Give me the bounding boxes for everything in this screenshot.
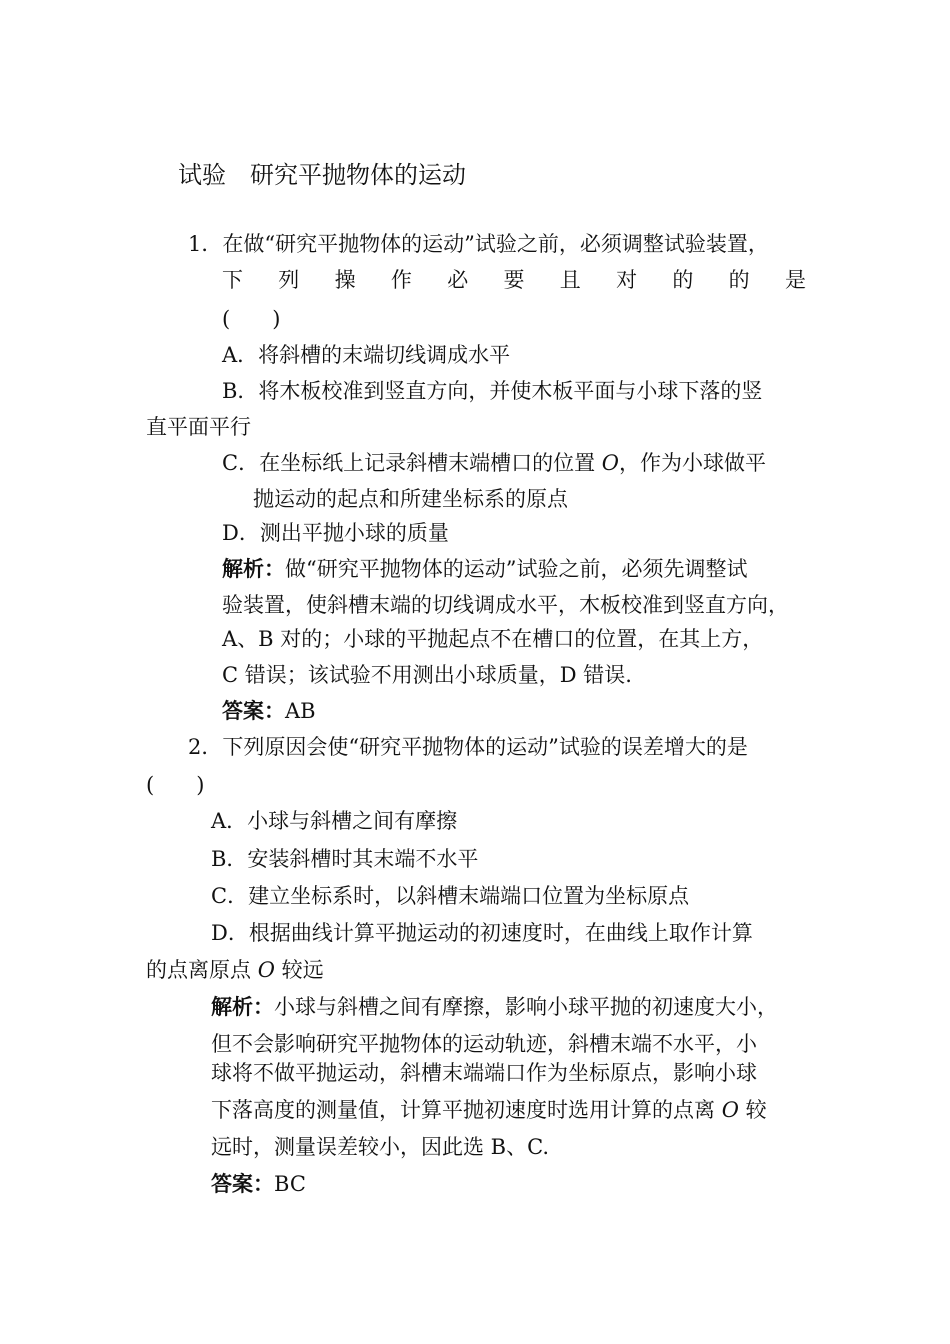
q1-analysis-line1: 解析：做“研究平抛物体的运动”试验之前，必须先调整试 <box>222 556 748 581</box>
q2-analysis-line4: 下落高度的测量值，计算平抛初速度时选用计算的点离 O 较 <box>211 1098 767 1122</box>
q2-option-c: C．建立坐标系时，以斜槽末端端口位置为坐标原点 <box>211 884 690 908</box>
q1-option-a: A．将斜槽的末端切线调成水平 <box>222 343 511 367</box>
q2-option-d-line2: 的点离原点 O 较远 <box>146 958 324 982</box>
q1-stem-line2-char: 作 <box>390 268 412 292</box>
q2-answer: 答案：BC <box>211 1171 306 1196</box>
q1-stem-line2-char: 且 <box>559 268 581 292</box>
q1-analysis-line4: C 错误；该试验不用测出小球质量，D 错误. <box>222 663 632 687</box>
q1-stem-line2-char: 下 <box>222 268 243 292</box>
q1-option-b-line2: 直平面平行 <box>146 415 251 439</box>
q2-analysis-line5: 远时，测量误差较小，因此选 B、C. <box>211 1135 550 1159</box>
q1-option-b-line1: B．将木板校准到竖直方向，并使木板平面与小球下落的竖 <box>222 379 763 403</box>
q1-stem-line2-char: 必 <box>447 268 469 292</box>
q1-stem-line2-char: 列 <box>278 268 300 292</box>
q1-stem-line2-char: 对 <box>616 268 638 292</box>
q2-analysis-line3: 球将不做平抛运动，斜槽末端端口作为坐标原点，影响小球 <box>211 1061 757 1085</box>
q1-stem-line2-char: 操 <box>334 268 356 292</box>
q1-option-d: D．测出平抛小球的质量 <box>222 521 449 545</box>
q1-stem-line2-char: 的 <box>672 268 694 292</box>
q2-answer-blank: ( ) <box>146 773 205 797</box>
q1-analysis-line3: A、B 对的；小球的平抛起点不在槽口的位置，在其上方， <box>222 627 764 651</box>
q2-option-d-line1: D．根据曲线计算平抛运动的初速度时，在曲线上取作计算 <box>211 921 753 945</box>
q1-stem-line2 <box>222 267 806 293</box>
q1-answer: 答案：AB <box>222 698 316 723</box>
q2-analysis-line2: 但不会影响研究平抛物体的运动轨迹，斜槽末端不水平，小 <box>211 1032 757 1056</box>
q2-option-b: B．安装斜槽时其末端不水平 <box>211 847 479 871</box>
q1-option-c-line1: C．在坐标纸上记录斜槽末端槽口的位置 O，作为小球做平 <box>222 451 766 475</box>
page-title: 试验 研究平抛物体的运动 <box>178 161 466 189</box>
q2-analysis-line1: 解析：小球与斜槽之间有摩擦，影响小球平抛的初速度大小， <box>211 994 778 1019</box>
q1-option-c-line2: 抛运动的起点和所建坐标系的原点 <box>253 487 568 511</box>
q1-stem-line2-char: 是 <box>784 268 806 292</box>
q1-stem-line2-char: 的 <box>728 268 750 292</box>
q1-stem-line2-char: 要 <box>503 268 525 292</box>
q2-stem-line1: 2．下列原因会使“研究平抛物体的运动”试验的误差增大的是 <box>188 735 748 759</box>
q1-analysis-line2: 验装置，使斜槽末端的切线调成水平，木板校准到竖直方向， <box>222 593 789 617</box>
q1-answer-blank: ( ) <box>222 307 281 331</box>
q2-option-a: A．小球与斜槽之间有摩擦 <box>211 809 458 833</box>
q1-stem-line1: 1．在做“研究平抛物体的运动”试验之前，必须调整试验装置， <box>188 232 769 256</box>
